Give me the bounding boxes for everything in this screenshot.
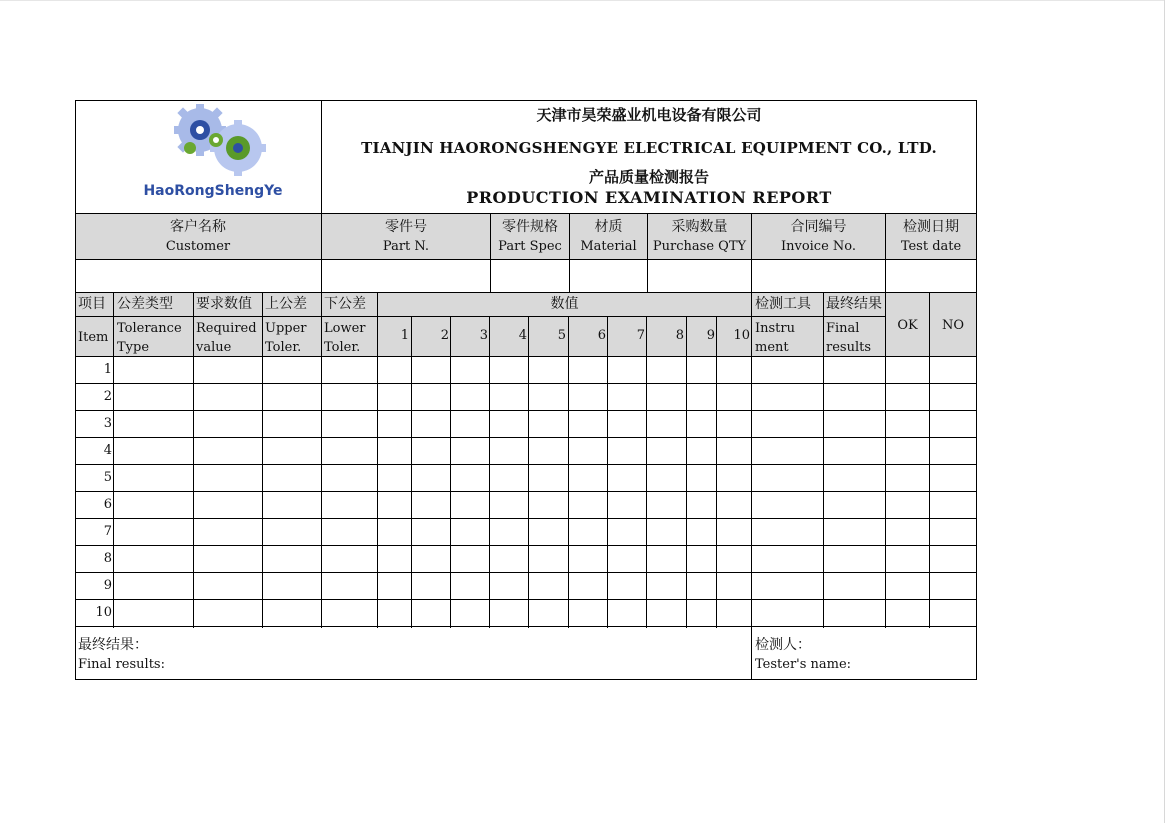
grid-hline bbox=[75, 679, 977, 680]
grid-vline bbox=[885, 292, 886, 628]
grid-hline bbox=[75, 383, 977, 384]
row-number: 4 bbox=[103, 443, 112, 458]
value-col-9: 9 bbox=[706, 328, 715, 343]
final-results-field[interactable] bbox=[76, 628, 751, 679]
row-number: 10 bbox=[95, 605, 112, 620]
grid-hline bbox=[75, 292, 977, 293]
value-col-1: 1 bbox=[400, 328, 409, 343]
value-col-6: 6 bbox=[597, 328, 606, 343]
part-spec-header: 零件规格 Part Spec bbox=[498, 219, 562, 254]
report-title-cn: 产品质量检测报告 bbox=[588, 168, 709, 186]
grid-hline bbox=[75, 213, 977, 214]
part-number-value-cell[interactable] bbox=[322, 260, 490, 292]
grid-vline bbox=[450, 316, 451, 628]
grid-hline bbox=[75, 545, 977, 546]
row-number: 8 bbox=[103, 551, 112, 566]
row-number: 2 bbox=[103, 389, 112, 404]
grid-hline bbox=[75, 259, 977, 260]
grid-hline bbox=[75, 599, 977, 600]
page-top-edge bbox=[0, 0, 1165, 1]
tolerance-type-header-cn: 公差类型 bbox=[117, 296, 173, 312]
part-number-header: 零件号 Part N. bbox=[382, 219, 430, 254]
grid-vline bbox=[607, 316, 608, 628]
purchase-qty-header: 采购数量 Purchase QTY bbox=[652, 219, 747, 254]
row-number: 6 bbox=[103, 497, 112, 512]
grid-hline bbox=[75, 518, 977, 519]
grid-vline bbox=[823, 292, 824, 628]
grid-vline bbox=[528, 316, 529, 628]
lower-toler-header-cn: 下公差 bbox=[324, 296, 366, 312]
material-value-cell[interactable] bbox=[570, 260, 647, 292]
grid-hline bbox=[75, 626, 977, 627]
test-date-header: 检测日期 Test date bbox=[900, 219, 962, 254]
grid-vline bbox=[75, 100, 76, 680]
required-value-header-cn: 要求数值 bbox=[196, 296, 252, 312]
item-header-en: Item bbox=[78, 330, 109, 345]
row-number: 1 bbox=[103, 362, 112, 377]
material-header: 材质 Material bbox=[580, 219, 637, 254]
grid-vline bbox=[716, 316, 717, 628]
grid-vline bbox=[113, 292, 114, 628]
grid-vline bbox=[490, 213, 491, 293]
upper-toler-header-cn: 上公差 bbox=[265, 296, 307, 312]
grid-vline bbox=[568, 316, 569, 628]
grid-vline bbox=[193, 292, 194, 628]
instrument-header-en-2: ment bbox=[755, 340, 789, 355]
grid-vline bbox=[929, 292, 930, 628]
grid-hline bbox=[75, 464, 977, 465]
grid-vline bbox=[411, 316, 412, 628]
row-number: 5 bbox=[103, 470, 112, 485]
grid-vline bbox=[751, 213, 752, 293]
customer-header: 客户名称 Customer bbox=[165, 219, 231, 254]
customer-value-cell[interactable] bbox=[76, 260, 321, 292]
grid-vline bbox=[321, 292, 322, 628]
final-results-header-en-1: Final bbox=[826, 321, 860, 336]
grid-vline bbox=[646, 316, 647, 628]
grid-vline bbox=[647, 213, 648, 293]
tolerance-type-header-en-2: Type bbox=[117, 340, 150, 355]
tolerance-type-header-en-1: Tolerance bbox=[117, 321, 182, 336]
invoice-no-header: 合同编号 Invoice No. bbox=[780, 219, 857, 254]
row-number: 3 bbox=[103, 416, 112, 431]
grid-hline bbox=[75, 491, 977, 492]
value-col-5: 5 bbox=[557, 328, 566, 343]
tester-label-cn: 检测人： bbox=[755, 637, 811, 653]
final-results-label-en: Final results: bbox=[78, 657, 165, 672]
values-header-cn: 数值 bbox=[550, 296, 579, 312]
value-col-10: 10 bbox=[733, 328, 750, 343]
upper-toler-header-en-1: Upper bbox=[265, 321, 307, 336]
lower-toler-header-en-1: Lower bbox=[324, 321, 366, 336]
instrument-header-cn: 检测工具 bbox=[755, 296, 811, 312]
item-header-cn: 项目 bbox=[78, 296, 106, 312]
grid-vline bbox=[262, 292, 263, 628]
grid-vline bbox=[489, 316, 490, 628]
grid-vline bbox=[377, 292, 378, 628]
tester-name-field[interactable] bbox=[752, 628, 976, 679]
grid-hline bbox=[75, 316, 886, 317]
grid-vline bbox=[885, 213, 886, 293]
required-value-header-en-1: Required bbox=[196, 321, 257, 336]
grid-hline bbox=[75, 437, 977, 438]
grid-vline bbox=[976, 100, 977, 680]
grid-hline bbox=[75, 410, 977, 411]
value-col-4: 4 bbox=[518, 328, 527, 343]
value-col-3: 3 bbox=[479, 328, 488, 343]
final-results-header-cn: 最终结果 bbox=[826, 296, 882, 312]
tester-label-en: Tester's name: bbox=[755, 657, 852, 672]
value-col-2: 2 bbox=[440, 328, 449, 343]
grid-vline bbox=[686, 316, 687, 628]
value-col-7: 7 bbox=[636, 328, 645, 343]
grid-vline bbox=[751, 292, 752, 680]
grid-vline bbox=[569, 213, 570, 293]
company-name-en: TIANJIN HAORONGSHENGYE ELECTRICAL EQUIPMENT CO., LTD. bbox=[361, 139, 937, 157]
grid-hline bbox=[75, 356, 977, 357]
upper-toler-header-en-2: Toler. bbox=[265, 340, 302, 355]
logo-gears-icon bbox=[160, 100, 280, 185]
required-value-header-en-2: value bbox=[196, 340, 232, 355]
logo-text: HaoRongShengYe bbox=[143, 183, 283, 199]
row-number: 9 bbox=[103, 578, 112, 593]
row-number: 7 bbox=[103, 524, 112, 539]
grid-vline bbox=[321, 100, 322, 293]
grid-hline bbox=[75, 100, 977, 101]
invoice-no-value-cell[interactable] bbox=[752, 260, 885, 292]
final-results-label-cn: 最终结果： bbox=[78, 637, 148, 653]
purchase-qty-value-cell[interactable] bbox=[648, 260, 751, 292]
grid-hline bbox=[75, 572, 977, 573]
company-name-cn: 天津市昊荣盛业机电设备有限公司 bbox=[536, 106, 762, 124]
test-date-value-cell[interactable] bbox=[886, 260, 976, 292]
no-header: NO bbox=[941, 318, 965, 333]
final-results-header-en-2: results bbox=[826, 340, 872, 355]
report-title-en: PRODUCTION EXAMINATION REPORT bbox=[466, 188, 832, 207]
ok-header: OK bbox=[897, 318, 918, 333]
value-col-8: 8 bbox=[675, 328, 684, 343]
instrument-header-en-1: Instru bbox=[755, 321, 795, 336]
lower-toler-header-en-2: Toler. bbox=[324, 340, 361, 355]
part-spec-value-cell[interactable] bbox=[491, 260, 569, 292]
